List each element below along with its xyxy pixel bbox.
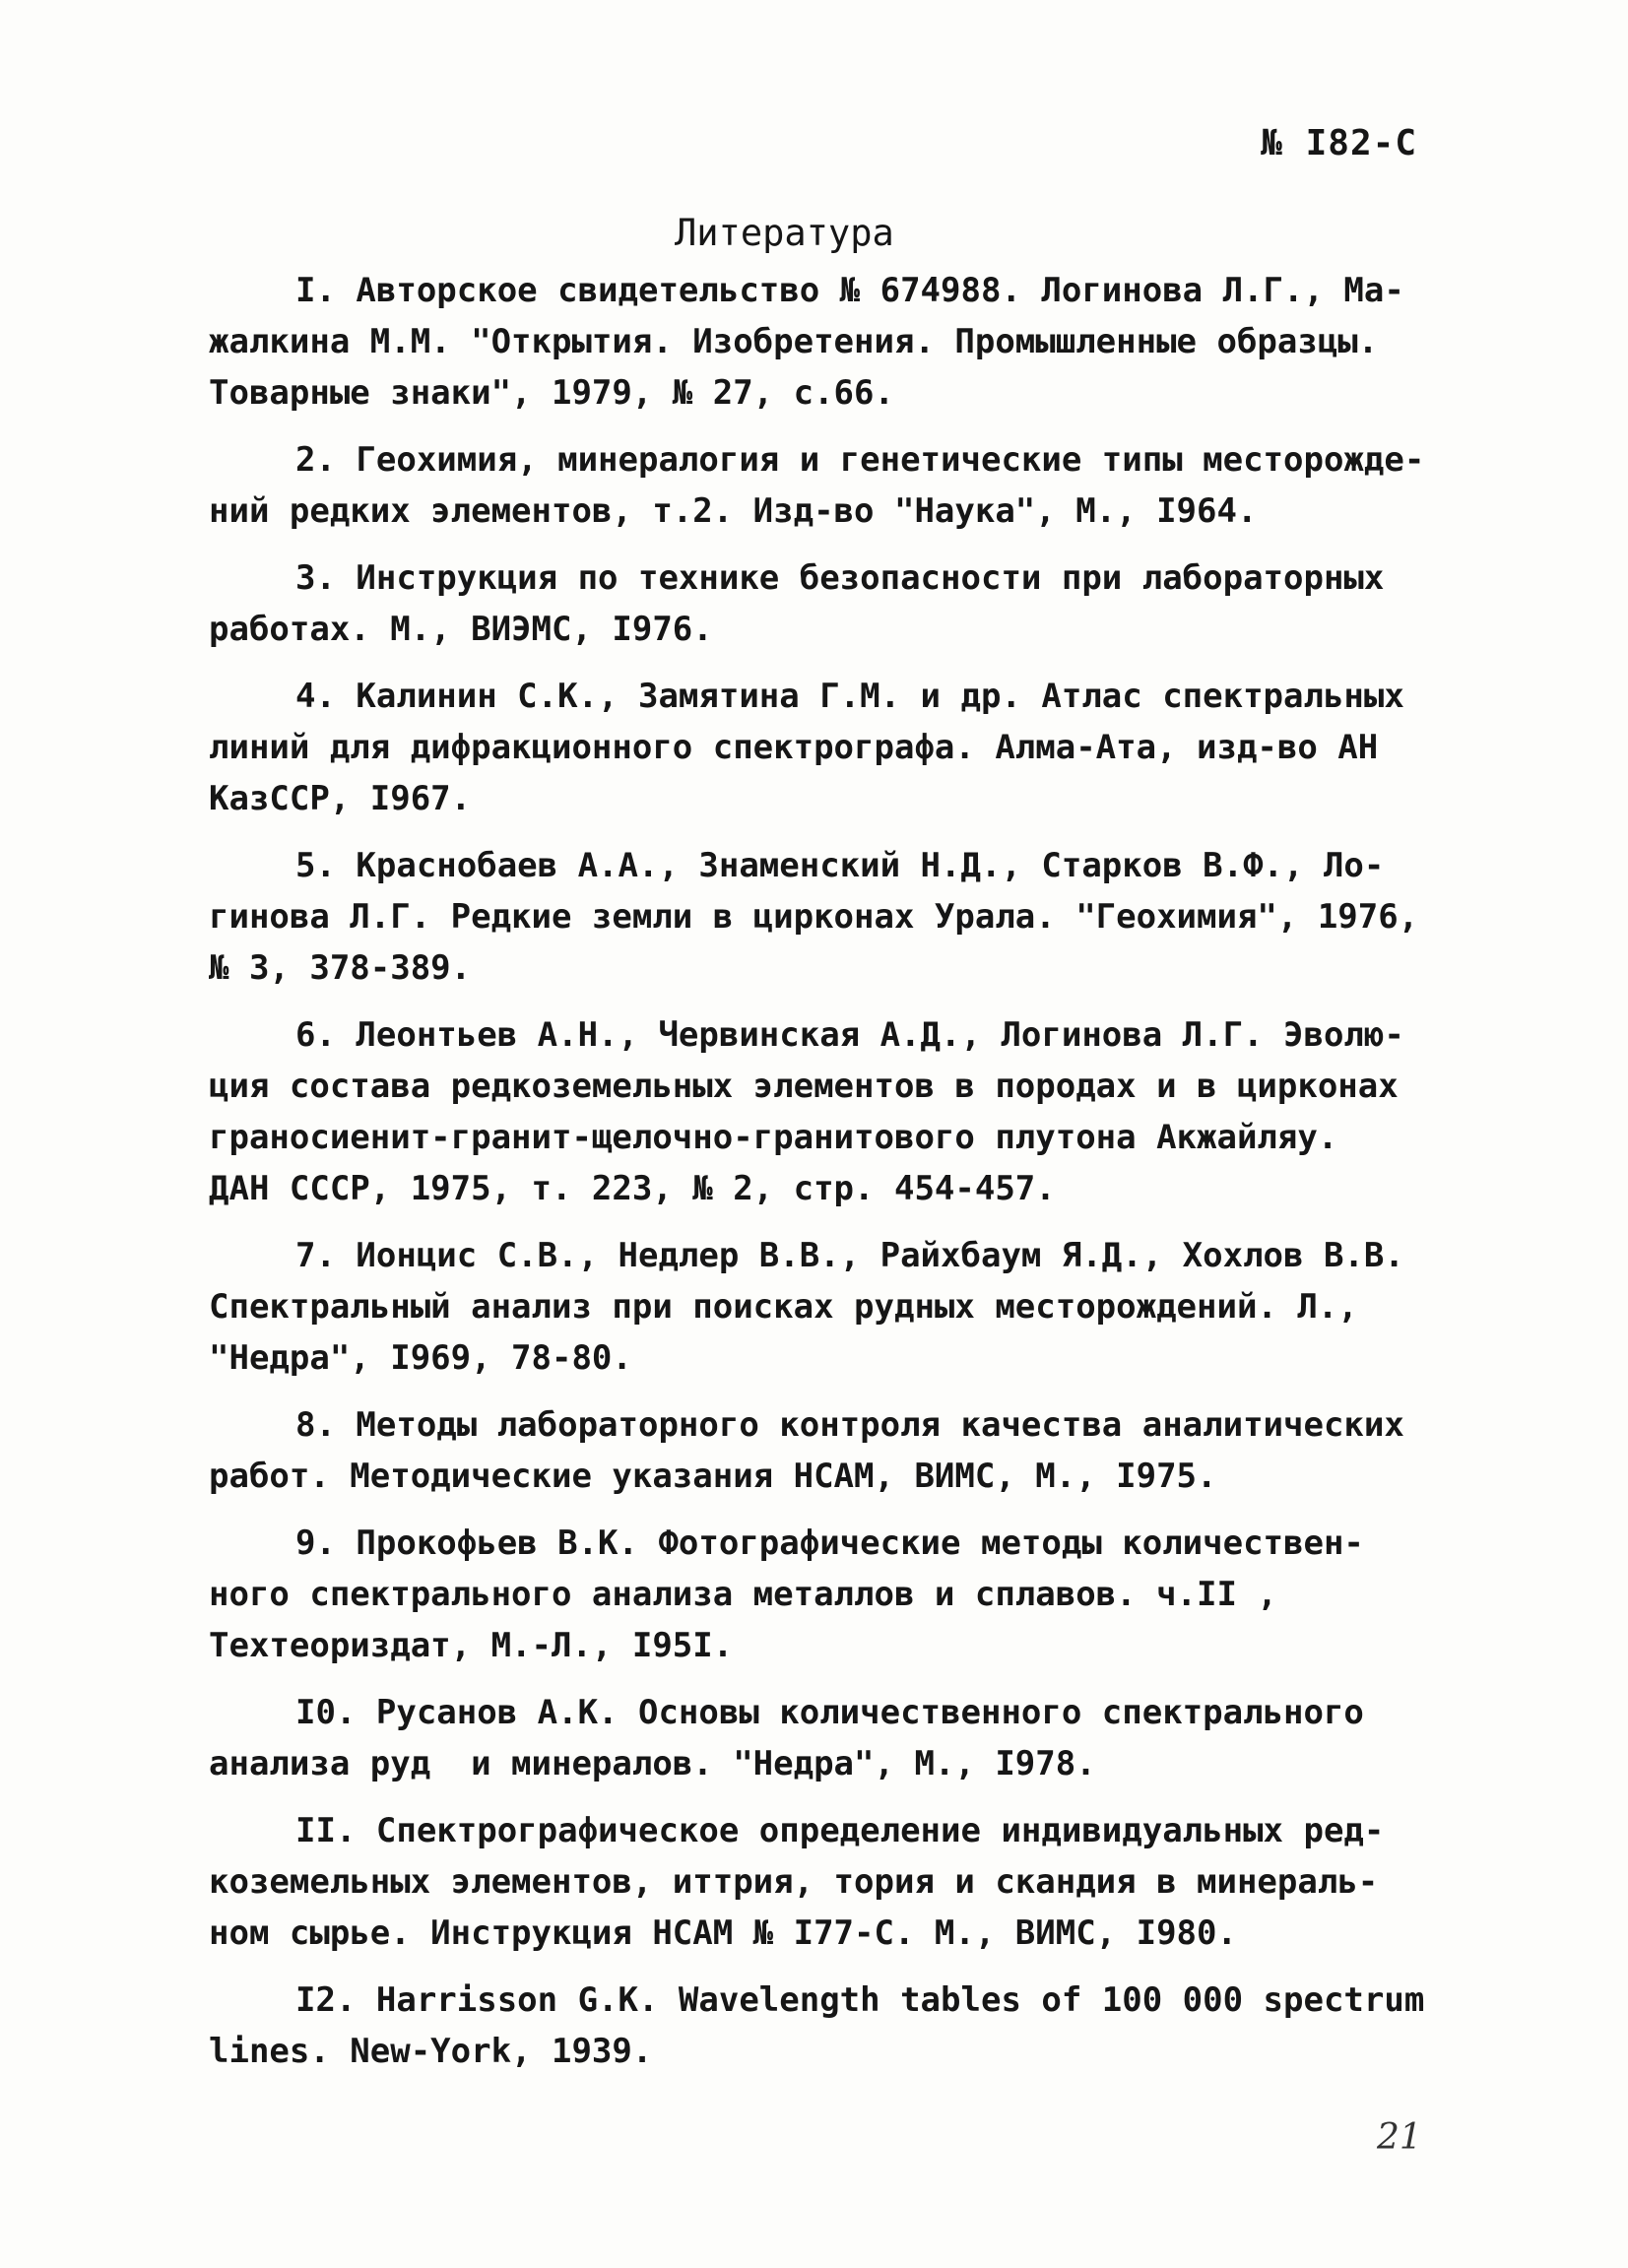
reference-line: работ. Методические указания НСАМ, ВИМС, М., I975. bbox=[209, 1457, 1217, 1496]
reference-line: коземельных элементов, иттрия, тория и скандия в минераль- bbox=[209, 1862, 1379, 1902]
reference-line: II. Спектрографическое определение индивидуальных ред- bbox=[295, 1811, 1385, 1850]
reference-line: 2. Геохимия, минералогия и генетические типы месторожде- bbox=[295, 440, 1425, 480]
section-title: Литература bbox=[675, 212, 894, 254]
reference-line: линий для дифракционного спектрографа. Алма-Ата, изд-во АН bbox=[209, 728, 1379, 767]
reference-line: lines. New-York, 1939. bbox=[209, 2032, 653, 2071]
reference-line: ДАН СССР, 1975, т. 223, № 2, стр. 454-457. bbox=[209, 1169, 1056, 1208]
reference-line: 5. Краснобаев А.А., Знаменский Н.Д., Старков В.Ф., Ло- bbox=[295, 846, 1385, 885]
reference-line: работах. М., ВИЭМС, I976. bbox=[209, 610, 713, 649]
reference-line: Товарные знаки", 1979, № 27, с.66. bbox=[209, 373, 894, 413]
page-number: 21 bbox=[1377, 2117, 1422, 2158]
reference-line: жалкина М.М. "Открытия. Изобретения. Промышленные образцы. bbox=[209, 322, 1379, 361]
reference-line: I. Авторское свидетельство № 674988. Логинова Л.Г., Ма- bbox=[295, 271, 1404, 310]
reference-line: гинова Л.Г. Редкие земли в цирконах Урала. "Геохимия", 1976, bbox=[209, 897, 1419, 937]
reference-line: анализа руд и минералов. "Недра", М., I978. bbox=[209, 1744, 1096, 1783]
reference-line: 4. Калинин С.К., Замятина Г.М. и др. Атлас спектральных bbox=[295, 677, 1404, 716]
reference-line: 7. Ионцис С.В., Недлер В.В., Райхбаум Я.Д., Хохлов В.В. bbox=[295, 1236, 1404, 1275]
reference-line: 3. Инструкция по технике безопасности при лабораторных bbox=[295, 558, 1385, 598]
reference-line: I0. Русанов А.К. Основы количественного спектрального bbox=[295, 1693, 1364, 1732]
reference-line: I2. Harrisson G.K. Wavelength tables of 100 000 spectrum bbox=[295, 1980, 1425, 2020]
reference-line: ном сырье. Инструкция НСАМ № I77-С. М., ВИМС, I980. bbox=[209, 1913, 1237, 1953]
reference-line: ного спектрального анализа металлов и сплавов. ч.II , bbox=[209, 1575, 1277, 1614]
reference-line: граносиенит-гранит-щелочно-гранитового плутона Акжайляу. bbox=[209, 1118, 1338, 1157]
reference-line: КазССР, I967. bbox=[209, 779, 472, 818]
reference-line: Техтеориздат, М.-Л., I95I. bbox=[209, 1626, 734, 1665]
reference-line: Спектральный анализ при поисках рудных месторождений. Л., bbox=[209, 1287, 1358, 1327]
reference-line: № 3, 378-389. bbox=[209, 948, 472, 988]
reference-line: 8. Методы лабораторного контроля качества аналитических bbox=[295, 1405, 1404, 1445]
document-number: № I82-С bbox=[1261, 123, 1417, 163]
reference-line: ция состава редкоземельных элементов в породах и в цирконах bbox=[209, 1067, 1399, 1106]
reference-line: 6. Леонтьев А.Н., Червинская А.Д., Логинова Л.Г. Эволю- bbox=[295, 1015, 1404, 1055]
reference-line: 9. Прокофьев В.К. Фотографические методы количествен- bbox=[295, 1523, 1364, 1563]
reference-line: "Недра", I969, 78-80. bbox=[209, 1338, 632, 1378]
reference-line: ний редких элементов, т.2. Изд-во "Наука", М., I964. bbox=[209, 491, 1258, 531]
